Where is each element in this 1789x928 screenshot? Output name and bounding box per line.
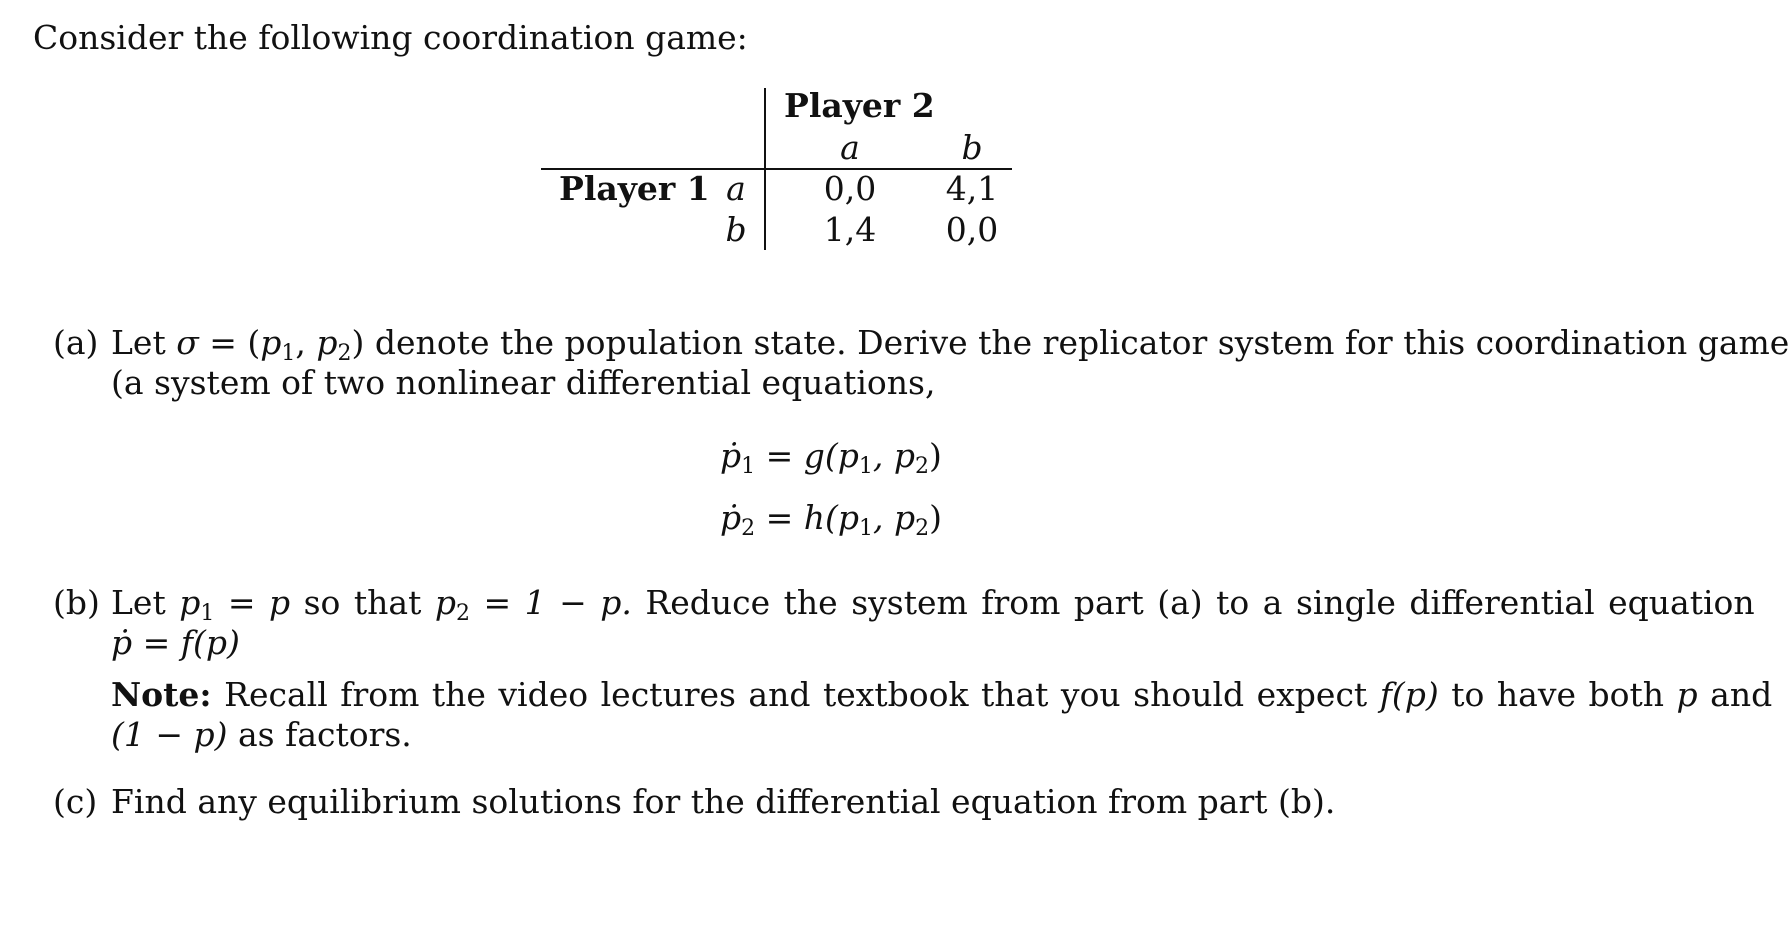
- p1-symbol: p: [260, 323, 282, 362]
- equation-1: [720, 436, 942, 479]
- part-b-let: Let: [111, 583, 166, 622]
- part-b-p2-sub: 2: [456, 601, 470, 626]
- p1-subscript: 1: [281, 341, 296, 366]
- row-strategy-b: b: [725, 210, 747, 249]
- sigma-symbol: σ: [176, 323, 199, 362]
- eq1-args-mid: , p: [872, 436, 916, 475]
- eq2-lhs: ṗ: [720, 498, 742, 537]
- part-b-label: (b): [53, 583, 100, 622]
- note-expr: (1 − p): [111, 715, 228, 754]
- part-b-line2: ṗ = f(p): [111, 623, 240, 662]
- table-vertical-rule: [764, 88, 766, 250]
- part-a-let: Let: [111, 323, 166, 362]
- eq1-lhs-sub: 1: [741, 454, 756, 479]
- note-label: Note:: [111, 675, 212, 714]
- note-fp: f(p): [1379, 675, 1439, 714]
- p2-subscript: 2: [337, 341, 352, 366]
- eq2-equals: =: [765, 498, 794, 537]
- col-strategy-b: b: [961, 128, 983, 167]
- note-p: p: [1676, 675, 1698, 714]
- note-text3: and: [1710, 675, 1773, 714]
- part-a-line2: (a system of two nonlinear differential equations,: [111, 363, 936, 402]
- p2-symbol: p: [316, 323, 338, 362]
- eq1-args-sub2: 2: [915, 454, 930, 479]
- eq2-args-sub1: 1: [859, 516, 874, 541]
- paren-open: (: [247, 323, 261, 362]
- part-b-eq2: =: [483, 583, 512, 622]
- part-b-p2: p: [434, 583, 456, 622]
- comma: ,: [295, 323, 306, 362]
- part-c-text: Find any equilibrium solutions for the differential equation from part (b).: [111, 782, 1336, 821]
- eq2-fn: h: [803, 498, 826, 537]
- part-b-expr: 1 − p.: [524, 583, 632, 622]
- eq2-args-sub2: 2: [915, 516, 930, 541]
- note-line2-rest: as factors.: [238, 715, 412, 754]
- eq1-lhs: ṗ: [720, 436, 742, 475]
- note-text1: Recall from the video lectures and textbook that you should expect: [224, 675, 1368, 714]
- intro-text: Consider the following coordination game:: [33, 18, 748, 57]
- note-line2: [111, 715, 412, 755]
- part-b-p: p: [269, 583, 291, 622]
- part-b-so-that: so that: [303, 583, 422, 622]
- part-b-line1: [111, 583, 1755, 626]
- equation-2: [720, 498, 943, 541]
- eq2-args-mid: , p: [873, 498, 916, 537]
- part-b-eq1: =: [227, 583, 256, 622]
- eq2-args-close: ): [929, 498, 943, 537]
- eq1-equals: =: [765, 436, 794, 475]
- part-a-label: (a): [53, 323, 99, 362]
- player1-label: Player 1: [559, 169, 710, 208]
- paren-close: ): [351, 323, 365, 362]
- eq1-args-close: ): [929, 436, 942, 475]
- equals-sign: =: [209, 323, 237, 362]
- payoff-ab: 4,1: [945, 169, 999, 208]
- row-strategy-a: a: [726, 169, 746, 208]
- part-a-line1-rest: denote the population state. Derive the replicator system for this coordination game: [374, 323, 1789, 362]
- part-a-line1: [111, 323, 1789, 366]
- eq1-args-sub1: 1: [858, 454, 873, 479]
- part-b-line1-rest: Reduce the system from part (a) to a single differential equation: [645, 583, 1755, 622]
- eq1-fn: g: [803, 436, 825, 475]
- payoff-aa: 0,0: [823, 169, 877, 208]
- part-b-p1-sub: 1: [200, 601, 215, 626]
- player2-label: Player 2: [784, 86, 935, 125]
- eq1-args: (p: [824, 436, 859, 475]
- note-text2: to have both: [1451, 675, 1665, 714]
- payoff-bb: 0,0: [945, 210, 999, 249]
- part-b-p1: p: [179, 583, 201, 622]
- eq2-lhs-sub: 2: [741, 516, 756, 541]
- eq2-args: (p: [825, 498, 860, 537]
- payoff-ba: 1,4: [823, 210, 877, 249]
- col-strategy-a: a: [840, 128, 860, 167]
- part-c-label: (c): [53, 782, 98, 821]
- note-line1: [111, 675, 1772, 715]
